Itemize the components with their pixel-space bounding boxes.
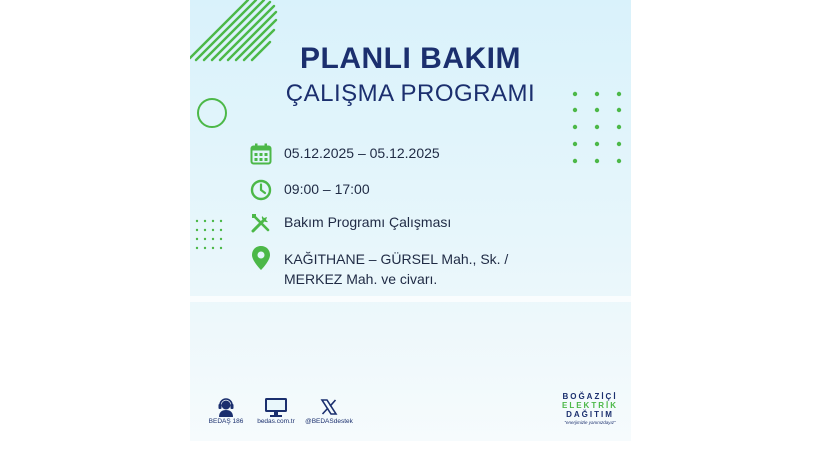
title-line-2: ÇALIŞMA PROGRAMI	[285, 80, 536, 107]
footer-phone	[206, 396, 246, 425]
work-text: Bakım Programı Çalışması	[284, 214, 452, 230]
headset-icon	[206, 396, 246, 418]
footer-social	[304, 396, 354, 425]
decorative-dots-left	[195, 218, 229, 254]
footer-phone-label: BEDAŞ 186	[208, 418, 244, 425]
calendar-icon	[250, 143, 272, 165]
logo-line-2: ELEKTRİK	[562, 401, 618, 410]
date-text: 05.12.2025 – 05.12.2025	[284, 145, 440, 161]
work-row	[250, 212, 451, 234]
date-row	[250, 143, 440, 165]
time-row	[250, 179, 370, 201]
tools-icon	[250, 212, 272, 234]
footer-web	[254, 396, 298, 425]
location-text	[284, 245, 508, 289]
location-pin-icon	[250, 245, 272, 271]
clock-icon	[250, 179, 272, 201]
x-icon	[304, 396, 354, 418]
location-row	[250, 245, 508, 289]
location-line-2: MERKEZ Mah. ve civarı.	[284, 271, 438, 287]
footer-social-label: @BEDASdestek	[305, 418, 353, 425]
logo-line-3: DAĞITIM	[566, 410, 614, 419]
footer-web-label: bedas.com.tr	[257, 418, 295, 425]
monitor-icon	[254, 396, 298, 418]
logo-line-1: BOĞAZİÇİ	[562, 392, 618, 401]
location-line-1: KAĞITHANE – GÜRSEL Mah., Sk. /	[284, 251, 509, 267]
company-logo	[560, 392, 620, 425]
announcement-card	[190, 0, 631, 441]
time-text: 09:00 – 17:00	[284, 181, 370, 197]
logo-tagline: "enerjimizle yanınızdayız"	[564, 420, 616, 425]
title-line-1: PLANLI BAKIM	[300, 42, 521, 75]
light-band	[190, 296, 631, 302]
